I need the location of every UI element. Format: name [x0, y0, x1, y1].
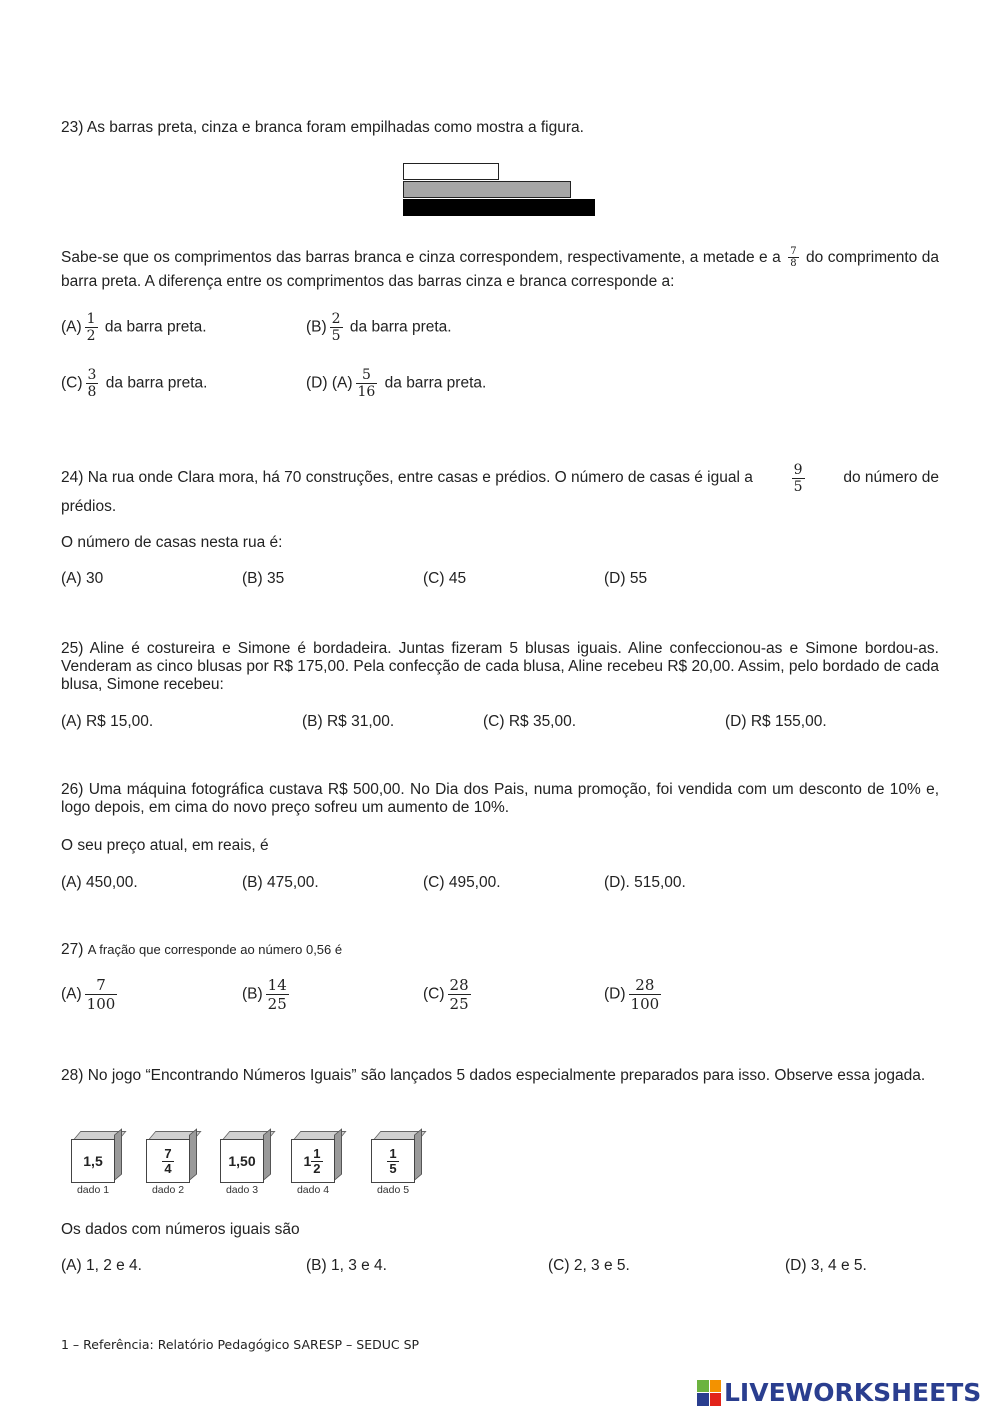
q23-option-b[interactable]: (B) $\frac{2}{5}$ da barra preta. [306, 311, 452, 344]
q26-option-b[interactable]: (B) 475,00. [242, 874, 319, 891]
q23-title: 23) As barras preta, cinza e branca foram empilhadas como mostra a figura. [61, 119, 584, 136]
q28-option-b[interactable]: (B) 1, 3 e 4. [306, 1257, 387, 1274]
q27-option-a[interactable]: (A) $\frac{7}{100}$ [61, 976, 116, 1013]
q24-text-b: do número de [843, 469, 939, 486]
stacked-bars-figure [403, 162, 595, 218]
q24-option-c[interactable]: (C) 45 [423, 570, 467, 587]
q23-text-end: do comprimento da barra preta. A diferença entre os comprimentos das barras cinza e branca corresponde a: [61, 249, 939, 290]
q26-option-c[interactable]: (C) 495,00. [423, 874, 501, 891]
q25-option-d[interactable]: (D) R$ 155,00. [725, 713, 827, 730]
q27-text: A fração que corresponde ao número 0,56 é [87, 942, 343, 957]
q28-prompt: Os dados com números iguais são [61, 1221, 300, 1238]
q24-text-c: prédios. [61, 498, 117, 515]
q27-option-c[interactable]: (C) $\frac{28}{25}$ [423, 976, 469, 1013]
black-bar [403, 199, 595, 216]
q24-option-b[interactable]: (B) 35 [242, 570, 285, 587]
white-bar [403, 163, 499, 180]
q24-prompt: O número de casas nesta rua é: [61, 534, 283, 551]
q24-option-d[interactable]: (D) 55 [604, 570, 648, 587]
die-1: 1,5 dado 1 [71, 1131, 123, 1193]
q26-statement: 26) Uma máquina fotográfica custava R$ 500,00. No Dia dos Pais, numa promoção, foi vendida com um desconto de 10% e, logo depois, em cima do novo preço sofreu um aumento de 10%. [61, 781, 939, 816]
q23-option-d[interactable]: (D) (A) $\frac{5}{16}$ da barra preta. [306, 367, 487, 400]
q27-statement [61, 941, 939, 959]
q23-option-c[interactable]: (C) $\frac{3}{8}$ da barra preta. [61, 367, 208, 400]
fraction-nine-fifths: $\frac{9}{5}$ [793, 461, 803, 495]
q27-option-b[interactable]: (B) $\frac{14}{25}$ [242, 976, 287, 1013]
q25-statement: 25) Aline é costureira e Simone é bordadeira. Juntas fizeram 5 blusas iguais. Aline confeccionou-as e Simone bordou-as. Venderam as cinco blusas por R$ 175,00. Pela confecção de cada blusa, Aline recebeu R$ 20,00. Assim, pelo bordado de cada blusa, Simone recebeu: [61, 640, 939, 693]
brand-name: LIVEWORKSHEETS [724, 1378, 982, 1407]
q27-option-d[interactable]: (D) $\frac{28}{100}$ [604, 976, 660, 1013]
q26-option-d[interactable]: (D). 515,00. [604, 874, 686, 891]
q28-option-d[interactable]: (D) 3, 4 e 5. [785, 1257, 867, 1274]
q25-option-c[interactable]: (C) R$ 35,00. [483, 713, 577, 730]
die-2: $\frac{7}{4}$ dado 2 [146, 1131, 198, 1193]
q27-number: 27) [61, 941, 84, 958]
q24-option-a[interactable]: (A) 30 [61, 570, 104, 587]
q23-statement [61, 246, 939, 294]
q26-prompt: O seu preço atual, em reais, é [61, 837, 269, 854]
q23-text-start: Sabe-se que os comprimentos das barras branca e cinza correspondem, respectivamente, a metade e a [61, 249, 781, 266]
q28-option-a[interactable]: (A) 1, 2 e 4. [61, 1257, 142, 1274]
gray-bar [403, 181, 571, 198]
die-3: 1,50 dado 3 [220, 1131, 272, 1193]
liveworksheets-mark-icon [697, 1380, 721, 1406]
q28-option-c[interactable]: (C) 2, 3 e 5. [548, 1257, 630, 1274]
q24-text-a: 24) Na rua onde Clara mora, há 70 construções, entre casas e prédios. O número de casas é igual a [61, 469, 753, 486]
q28-statement: 28) No jogo “Encontrando Números Iguais” são lançados 5 dados especialmente preparados para isso. Observe essa jogada. [61, 1067, 926, 1084]
footer-reference: 1 – Referência: Relatório Pedagógico SARESP – SEDUC SP [61, 1337, 420, 1352]
q26-option-a[interactable]: (A) 450,00. [61, 874, 138, 891]
q24-statement [61, 460, 939, 496]
die-4: 1 $\frac{1}{2}$ dado 4 [291, 1131, 343, 1193]
q25-option-a[interactable]: (A) R$ 15,00. [61, 713, 154, 730]
liveworksheets-logo[interactable] [697, 1378, 981, 1407]
die-5: $\frac{1}{5}$ dado 5 [371, 1131, 423, 1193]
fraction-seven-eighths: $\frac{7}{8}$ [790, 246, 797, 270]
q25-option-b[interactable]: (B) R$ 31,00. [302, 713, 395, 730]
q23-option-a[interactable]: (A) $\frac{1}{2}$ da barra preta. [61, 311, 207, 344]
